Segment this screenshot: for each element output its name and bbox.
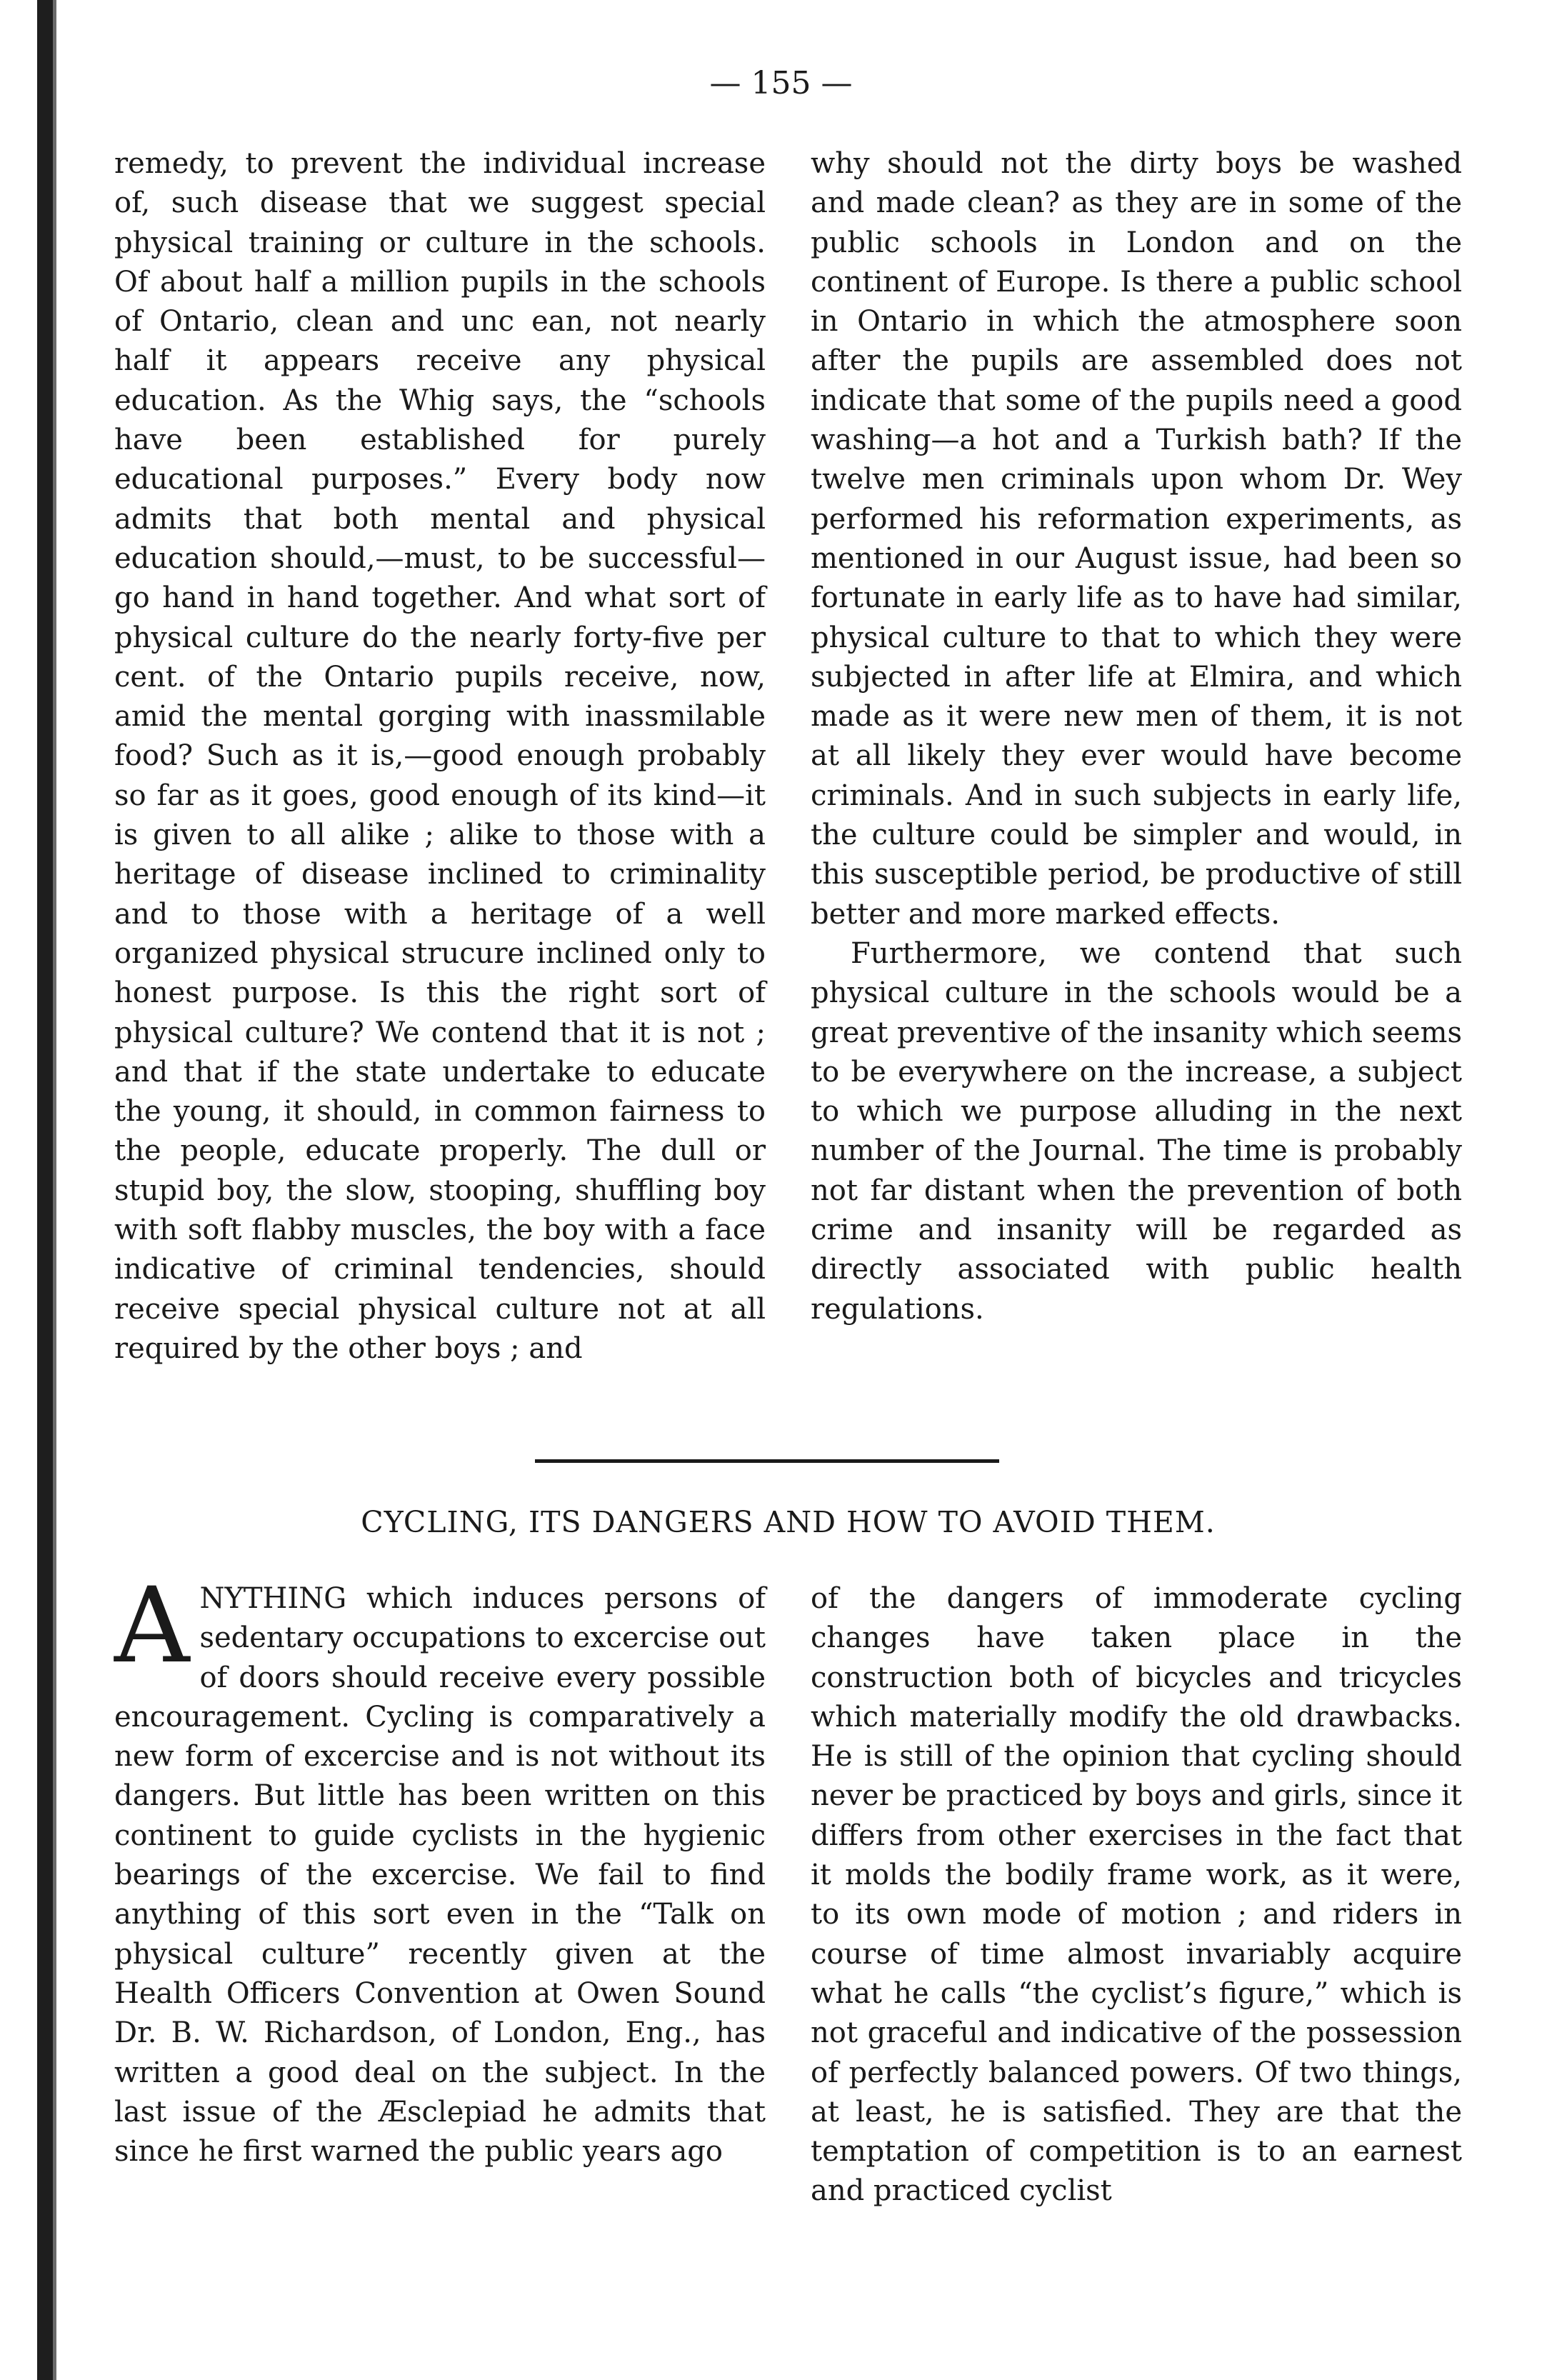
- article-two-title: CYCLING, ITS DANGERS AND HOW TO AVOID THEM.: [361, 1505, 1216, 1539]
- article-one-column-right: [811, 144, 1462, 1329]
- book-spine-shadow: [37, 0, 53, 2380]
- article-one-column-left: [114, 144, 766, 1369]
- section-divider-rule: [535, 1459, 999, 1463]
- article-one-closing-paragraph: Furthermore, we contend that such physical culture in the schools would be a great preventive of the insanity which seems to be everywhere on the increase, a subject to which we purpose alluding in the next number of the Journal. The time is probably not far distant when the prevention of both crime and insanity will be regarded as directly associated with public health regulations.: [811, 936, 1463, 1326]
- article-two-paragraph-continued: of the dangers of immoderate cycling changes have taken place in the construction both of bicycles and tricycles which materially modify the old drawbacks. He is still of the opinion that cycling should never be practiced by boys and girls, since it differs from other exercises in the fact that it molds the bodily frame work, as it were, to its own mode of motion ; and riders in course of time almost invariably acquire what he calls “the cyclist’s figure,” which is not graceful and indicative of the possession of perfectly balanced powers. Of two things, at least, he is satisfied. They are that the temptation of competition is to an earnest and practiced cyclist: [811, 1582, 1462, 2208]
- article-one-paragraph-continued: why should not the dirty boys be washed and made clean? as they are in some of the public schools in London and on the continent of Europe. Is there a public school in Ontario in which the atmosphere soon after the pupils are assembled does not indicate that some of the pupils need a good washing—a hot and a Turkish bath? If the twelve men criminals upon whom Dr. Wey performed his reformation experiments, as mentioned in our August issue, had been so fortunate in early life as to have had similar, physical culture to that to which they were subjected in after life at Elmira, and which made as it were new men of them, it is not at all likely they ever would have become criminals. And in such subjects in early life, the culture could be simpler and would, in this susceptible period, be productive of still better and more marked effects.: [811, 147, 1462, 931]
- article-two-opening-text: NYTHING which induces persons of sedentary occupations to excercise out of doors should receive every possible encouragement. Cycling is comparatively a new form of excercise and is not without its dangers. But little has been written on this continent to guide cyclists in the hygienic bearings of the excercise. We fail to find anything of this sort even in the “Talk on physical culture” recently given at the Health Officers Convention at Owen Sound Dr. B. W. Richardson, of London, Eng., has written a good deal on the subject. In the last issue of the Æsclepiad he admits that since he first warned the public years ago: [114, 1582, 766, 2169]
- article-two-column-left: [114, 1565, 766, 2171]
- article-two-column-right: [811, 1579, 1462, 2211]
- book-spine-edge: [53, 0, 56, 2380]
- article-two-paragraph: [114, 1565, 766, 2171]
- article-one-paragraph: remedy, to prevent the individual increase of, such disease that we suggest special physical training or culture in the schools. Of about half a million pupils in the schools of Ontario, clean and unc ean, not nearly half it appears receive any physical education. As the Whig says, the “schools have been established for purely educational purposes.” Every body now admits that both mental and physical education should,—must, to be successful—go hand in hand together. And what sort of physical culture do the nearly forty-five per cent. of the Ontario pupils receive, now, amid the mental gorging with inassmilable food? Such as it is,—good enough probably so far as it goes, good enough of its kind—it is given to all alike ; alike to those with a heritage of disease inclined to criminality and to those with a heritage of a well organized physical strucure inclined only to honest purpose. Is this the right sort of physical culture? We contend that it is not ; and that if the state undertake to educate the young, it should, in common fairness to the people, educate properly. The dull or stupid boy, the slow, stooping, shuffling boy with soft flabby muscles, the boy with a face indicative of criminal tendencies, should receive special physical culture not at all required by the other boys ; and: [114, 147, 766, 1365]
- page-number: — 155 —: [709, 65, 853, 101]
- drop-cap-letter: A: [114, 1565, 190, 1686]
